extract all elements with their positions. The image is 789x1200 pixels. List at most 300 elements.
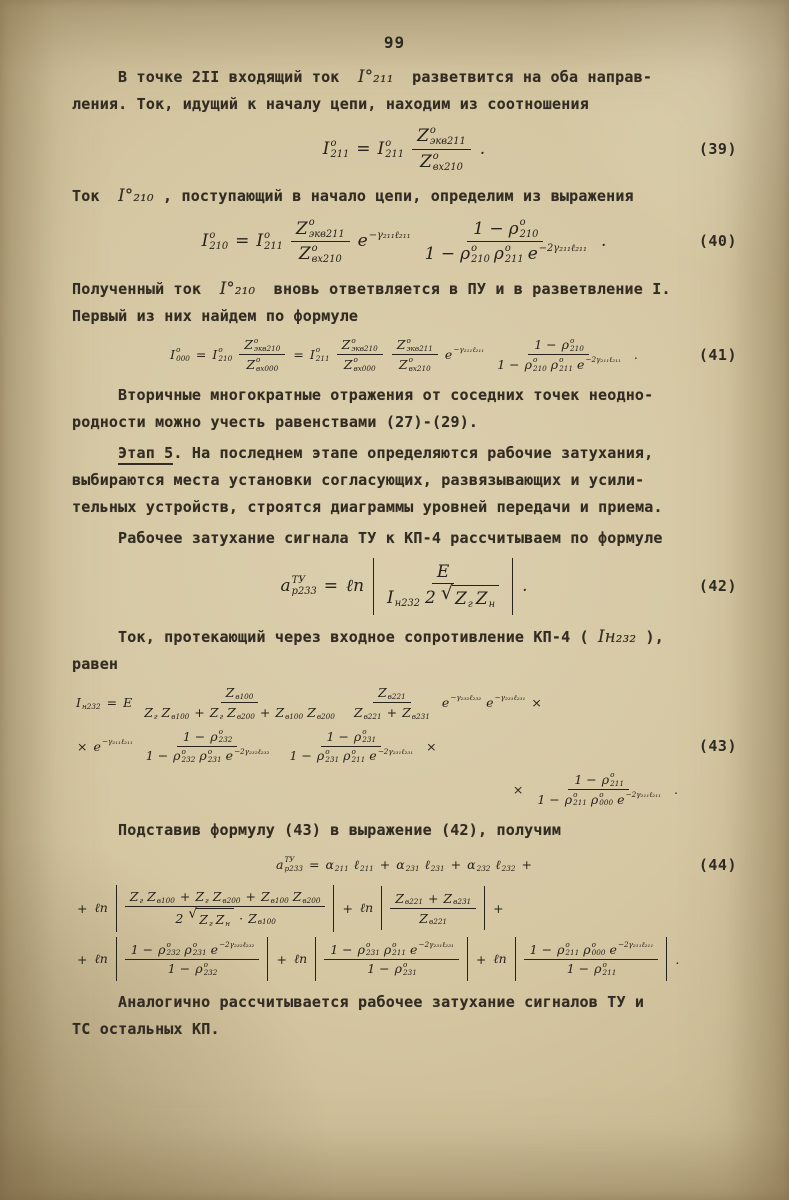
- fraction-numerator: [568, 770, 629, 790]
- text-segment: равен: [72, 654, 119, 673]
- script-stack: [219, 728, 233, 745]
- subscript: вх000: [256, 363, 279, 373]
- inline-math: I°₂₁₀: [219, 278, 256, 298]
- text-segment: . На последнем этапе определяются рабочие затухания,: [173, 443, 654, 462]
- subscript: 211: [330, 149, 350, 161]
- fraction: [524, 940, 659, 978]
- math-operator: .: [674, 781, 678, 797]
- text-line: [72, 63, 737, 91]
- radical-sign: √: [188, 906, 198, 923]
- script-stack: [256, 356, 278, 373]
- script-stack: [222, 889, 240, 906]
- equation-line: [72, 558, 737, 615]
- variable-base: Z: [195, 889, 205, 905]
- subscript: г: [208, 918, 213, 928]
- superscript: −2γ₂₃₁ℓ₂₃₁: [418, 939, 454, 949]
- superscript: o: [559, 355, 564, 365]
- math-variable: [378, 138, 405, 161]
- math-operator: 2: [425, 587, 436, 608]
- math-operator: =: [323, 576, 338, 597]
- absolute-value-bars: [381, 886, 485, 930]
- superscript: o: [471, 242, 478, 254]
- script-stack: [585, 356, 620, 373]
- script-stack: [406, 856, 420, 873]
- subscript: экв211: [406, 343, 433, 353]
- script-stack: [573, 791, 587, 808]
- fraction-numerator: [528, 336, 589, 356]
- math-operator: ×: [512, 781, 524, 797]
- variable-base: e: [369, 748, 377, 764]
- math-variable: [494, 243, 524, 266]
- subscript: [378, 756, 413, 764]
- variable-base: ρ: [508, 218, 519, 239]
- math-variable: [281, 575, 317, 598]
- subscript: 231: [365, 948, 380, 958]
- superscript: o: [573, 789, 578, 799]
- variable-base: ρ: [493, 244, 504, 265]
- script-stack: [468, 588, 473, 611]
- paragraph: [72, 817, 737, 844]
- superscript: o: [610, 770, 615, 780]
- equation-line: [72, 727, 737, 765]
- variable-base: I: [377, 139, 385, 160]
- variable-base: I: [212, 347, 218, 363]
- superscript: −γ₂₁₁ℓ₂₁₁: [101, 736, 133, 746]
- math-variable: [557, 941, 579, 958]
- superscript: o: [253, 335, 259, 345]
- variable-base: ℓ: [353, 856, 359, 872]
- subscript: г: [205, 895, 209, 905]
- math-variable: [442, 694, 481, 711]
- script-stack: [502, 856, 516, 873]
- math-operator: +: [245, 889, 256, 905]
- math-variable: [276, 856, 303, 873]
- subscript: [418, 949, 453, 957]
- subscript: н232: [81, 701, 101, 711]
- math-operator: ℓn: [493, 951, 507, 966]
- script-stack: [312, 243, 342, 266]
- math-variable: [425, 856, 445, 873]
- script-stack: [209, 230, 228, 253]
- script-stack: [316, 346, 330, 363]
- inline-math: I°₂₁₀: [118, 186, 154, 206]
- subscript: [495, 703, 526, 711]
- script-stack: [309, 217, 345, 240]
- subscript: 211: [359, 863, 374, 873]
- radicand: [452, 585, 499, 611]
- fraction-denominator: [361, 960, 422, 979]
- math-variable: [212, 346, 232, 363]
- text-segment: В точке 2II входящий ток: [118, 68, 358, 86]
- variable-base: Z: [475, 589, 488, 610]
- script-stack: [471, 243, 490, 266]
- math-operator: ×: [77, 738, 88, 754]
- math-variable: [460, 243, 490, 266]
- fraction-denominator: [339, 355, 381, 374]
- absolute-value-content: [123, 940, 262, 978]
- script-stack: [362, 728, 376, 745]
- superscript: o: [403, 959, 408, 969]
- superscript: o: [181, 746, 186, 756]
- variable-base: ρ: [557, 941, 565, 957]
- variable-base: a: [280, 576, 291, 597]
- math-variable: [296, 217, 345, 240]
- superscript: o: [362, 726, 367, 736]
- variable-base: Z: [209, 705, 219, 721]
- fraction-numerator: [373, 684, 411, 704]
- variable-base: Z: [212, 889, 222, 905]
- math-operator: +: [493, 900, 504, 916]
- fraction: [390, 889, 476, 927]
- superscript: o: [519, 217, 526, 229]
- variable-base: e: [444, 347, 453, 363]
- math-variable: [93, 738, 132, 755]
- script-stack: [258, 910, 276, 927]
- fraction-numerator: [432, 561, 454, 584]
- absolute-value-bars: [116, 885, 335, 932]
- math-variable: [591, 791, 613, 808]
- math-operator: 1 −: [537, 791, 560, 807]
- fraction: [491, 336, 626, 374]
- fraction-denominator: [283, 747, 418, 766]
- math-operator: .: [633, 347, 638, 363]
- math-variable: [417, 125, 466, 148]
- math-variable: [528, 243, 587, 266]
- superscript: o: [351, 335, 356, 345]
- text-segment: ),: [636, 627, 664, 646]
- script-stack: [325, 748, 339, 765]
- subscript: 210: [218, 353, 233, 363]
- subscript: г: [153, 711, 158, 721]
- math-operator: 1 −: [145, 748, 169, 764]
- text-line: [72, 623, 737, 651]
- absolute-value-content: [388, 889, 478, 927]
- subscript: 210: [532, 363, 547, 373]
- script-stack: [388, 685, 406, 702]
- subscript: 210: [209, 241, 229, 253]
- subscript: экв211: [308, 228, 345, 240]
- subscript: 231: [430, 863, 445, 873]
- math-variable: [299, 243, 342, 266]
- fraction: [382, 561, 504, 612]
- absolute-value-content: [123, 888, 328, 929]
- superscript: o: [353, 355, 358, 365]
- text-line: [72, 817, 737, 844]
- script-stack: [235, 685, 253, 702]
- script-stack: [453, 346, 484, 363]
- math-variable: [325, 856, 348, 873]
- math-variable: [173, 748, 195, 765]
- math-variable: [246, 356, 278, 373]
- script-stack: [271, 889, 289, 906]
- absolute-value-content: [322, 940, 461, 978]
- fraction-denominator: [349, 703, 435, 722]
- math-operator: 1 −: [289, 748, 312, 764]
- math-operator: 1 −: [574, 772, 597, 788]
- variable-base: ρ: [583, 941, 591, 957]
- script-stack: [405, 890, 423, 907]
- math-operator: 1 −: [167, 961, 191, 977]
- math-variable: [199, 911, 212, 928]
- math-operator: =: [235, 231, 250, 252]
- script-stack: [406, 337, 432, 354]
- superscript: −γ₂₃₁ℓ₂₃₁: [494, 693, 526, 703]
- variable-base: ρ: [343, 748, 351, 764]
- variable-base: Z: [443, 890, 453, 906]
- text-segment: Ток, протекающий через входное сопротивление КП-4 (: [118, 627, 598, 646]
- script-stack: [599, 791, 613, 808]
- superscript: o: [166, 939, 171, 949]
- text-segment: разветвится на оба направ-: [393, 68, 653, 86]
- superscript: o: [207, 746, 213, 756]
- fraction: [139, 684, 340, 722]
- subscript: в200: [302, 895, 321, 905]
- inline-math: I°₂₁₁: [358, 67, 394, 86]
- math-variable: [307, 704, 335, 721]
- variable-base: Z: [147, 889, 156, 905]
- subscript: экв211: [429, 136, 466, 148]
- math-variable: [476, 588, 495, 611]
- equation-number: (41): [698, 345, 737, 364]
- superscript: o: [311, 242, 318, 254]
- variable-base: ρ: [383, 941, 392, 957]
- subscript: р233: [284, 863, 303, 873]
- subscript: 231: [192, 948, 207, 958]
- absolute-value-bars: [373, 558, 513, 615]
- math-operator: 1 −: [330, 941, 353, 957]
- equation-number: (44): [698, 855, 737, 874]
- variable-base: Z: [398, 357, 408, 373]
- equation-line: [72, 937, 737, 981]
- math-operator: +: [475, 951, 487, 967]
- math-operator: 1 −: [182, 728, 206, 744]
- math-variable: [445, 346, 484, 363]
- math-variable: [210, 728, 232, 745]
- variable-base: ρ: [210, 728, 218, 744]
- math-operator: =: [356, 139, 371, 160]
- variable-base: Z: [419, 151, 432, 172]
- superscript: o: [330, 137, 337, 149]
- subscript: в100: [257, 917, 276, 927]
- text-line: [72, 494, 737, 521]
- superscript: o: [504, 242, 511, 254]
- variable-base: e: [617, 791, 625, 807]
- script-stack: [489, 588, 495, 611]
- subscript: г: [139, 895, 144, 905]
- fraction: [125, 888, 326, 929]
- math-variable: [248, 910, 276, 927]
- superscript: o: [570, 335, 575, 345]
- script-stack: [209, 911, 213, 928]
- fraction-denominator: [169, 907, 280, 929]
- subscript: [369, 241, 411, 252]
- absolute-value-content: [380, 561, 506, 612]
- math-operator: 1 −: [473, 218, 504, 239]
- variable-base: Z: [419, 910, 428, 926]
- superscript: o: [192, 939, 198, 949]
- fraction-numerator: [125, 888, 326, 908]
- subscript: 211: [504, 254, 524, 266]
- equation-line: [72, 336, 737, 374]
- superscript: −γ₂₃₂ℓ₂₃₂: [450, 693, 482, 703]
- superscript: −2γ₂₁₁ℓ₂₁₁: [617, 939, 654, 949]
- fraction: [125, 940, 260, 978]
- fraction-numerator: [239, 336, 285, 356]
- script-stack: [409, 356, 431, 373]
- script-stack: [218, 346, 232, 363]
- superscript: o: [264, 230, 271, 242]
- math-variable: [617, 791, 661, 808]
- script-stack: [292, 575, 317, 598]
- math-operator: ℓn: [94, 951, 108, 966]
- script-stack: [520, 217, 539, 240]
- math-operator: .: [600, 231, 607, 252]
- variable-base: ρ: [316, 748, 325, 764]
- math-variable: [395, 890, 423, 907]
- variable-base: Z: [417, 126, 429, 147]
- script-stack: [157, 889, 175, 906]
- absolute-value-bars: [315, 937, 468, 981]
- superscript: o: [432, 150, 439, 162]
- math-variable: [594, 961, 616, 978]
- fraction-numerator: [392, 336, 438, 356]
- script-stack: [366, 941, 380, 958]
- subscript: н232: [394, 597, 421, 609]
- script-stack: [378, 748, 413, 765]
- variable-base: ρ: [353, 728, 362, 744]
- math-variable: [602, 771, 624, 788]
- equation: [72, 850, 737, 982]
- script-stack: [429, 910, 447, 927]
- script-stack: [176, 346, 190, 363]
- math-operator: 1 −: [566, 961, 590, 977]
- script-stack: [385, 138, 404, 161]
- fraction-denominator: [419, 242, 592, 267]
- math-operator: 1 −: [326, 728, 349, 744]
- subscript: в200: [316, 711, 335, 721]
- fraction: [419, 216, 592, 266]
- fraction-denominator: [162, 960, 223, 979]
- superscript: o: [209, 230, 216, 242]
- text-segment: выбираются места установки согласующих, развязывающих и усили-: [72, 470, 645, 489]
- variable-base: Z: [246, 357, 256, 373]
- script-stack: [505, 243, 524, 266]
- math-variable: [384, 941, 406, 958]
- script-stack: [102, 738, 133, 755]
- superscript: o: [256, 355, 261, 365]
- subscript: 211: [602, 967, 617, 977]
- subscript: 211: [385, 149, 405, 161]
- math-operator: 1 −: [130, 941, 154, 957]
- variable-base: e: [609, 941, 617, 957]
- text-line: [72, 409, 737, 436]
- math-variable: [162, 704, 190, 721]
- text-segment: Аналогично рассчитывается рабочее затухание сигналов ТУ и: [118, 993, 645, 1012]
- subscript: в221: [387, 691, 406, 701]
- math-operator: +: [276, 951, 287, 967]
- subscript: 211: [334, 863, 349, 873]
- math-variable: [399, 356, 431, 373]
- subscript: 211: [573, 798, 587, 808]
- variable-base: e: [93, 738, 101, 754]
- subscript: в100: [156, 895, 175, 905]
- math-operator: +: [77, 900, 88, 916]
- script-stack: [431, 856, 445, 873]
- math-operator: =: [106, 695, 118, 711]
- subscript: в221: [428, 917, 448, 927]
- variable-base: e: [225, 748, 233, 764]
- variable-base: Z: [129, 889, 139, 905]
- absolute-value-bars: [515, 937, 668, 981]
- variable-base: I: [322, 139, 330, 160]
- fraction: [291, 216, 350, 266]
- fraction-denominator: [294, 242, 347, 267]
- math-variable: [358, 941, 380, 958]
- paragraph: [72, 623, 737, 678]
- script-stack: [351, 748, 365, 765]
- subscript: 232: [501, 863, 516, 873]
- absolute-value-content: [522, 940, 661, 978]
- script-stack: [219, 941, 254, 958]
- text-segment: Вторичные многократные отражения от соседних точек неодно-: [118, 385, 654, 404]
- equation: [72, 558, 737, 615]
- page-number: 99: [383, 33, 406, 52]
- script-stack: [234, 748, 269, 765]
- superscript: ТУ: [291, 574, 306, 586]
- fraction-denominator: [139, 703, 340, 722]
- script-stack: [182, 748, 196, 765]
- script-stack: [412, 704, 430, 721]
- script-stack: [559, 356, 573, 373]
- math-variable: [583, 941, 605, 958]
- paragraph: [72, 440, 737, 521]
- variable-base: E: [436, 561, 450, 582]
- text-segment: Полученный ток: [72, 279, 220, 298]
- math-variable: [213, 889, 241, 906]
- math-variable: [402, 704, 430, 721]
- subscript: 231: [207, 754, 222, 764]
- variable-base: e: [527, 244, 538, 265]
- variable-base: ℓ: [424, 856, 430, 872]
- variable-base: Z: [275, 705, 285, 721]
- math-operator: +: [521, 857, 532, 873]
- superscript: o: [406, 335, 411, 345]
- superscript: −2γ₂₁₁ℓ₂₁₁: [538, 242, 587, 254]
- script-stack: [204, 961, 218, 978]
- subscript: 210: [570, 343, 584, 353]
- subscript: в221: [363, 711, 382, 721]
- math-variable: [378, 685, 406, 702]
- variable-base: e: [410, 941, 418, 957]
- variable-base: e: [210, 941, 218, 957]
- script-stack: [369, 230, 411, 253]
- script-stack: [360, 856, 374, 873]
- subscript: н: [225, 918, 231, 928]
- script-stack: [82, 694, 101, 711]
- variable-base: Z: [248, 910, 257, 926]
- subscript: 231: [403, 967, 417, 977]
- script-stack: [167, 941, 181, 958]
- fraction: [337, 336, 383, 374]
- math-operator: ℓn: [293, 951, 308, 966]
- math-operator: ℓn: [345, 576, 365, 597]
- subscript: н: [488, 599, 496, 611]
- equation-number: (40): [698, 232, 737, 251]
- script-stack: [592, 941, 606, 958]
- script-stack: [285, 704, 303, 721]
- math-variable: [202, 230, 229, 253]
- superscript: o: [385, 137, 392, 149]
